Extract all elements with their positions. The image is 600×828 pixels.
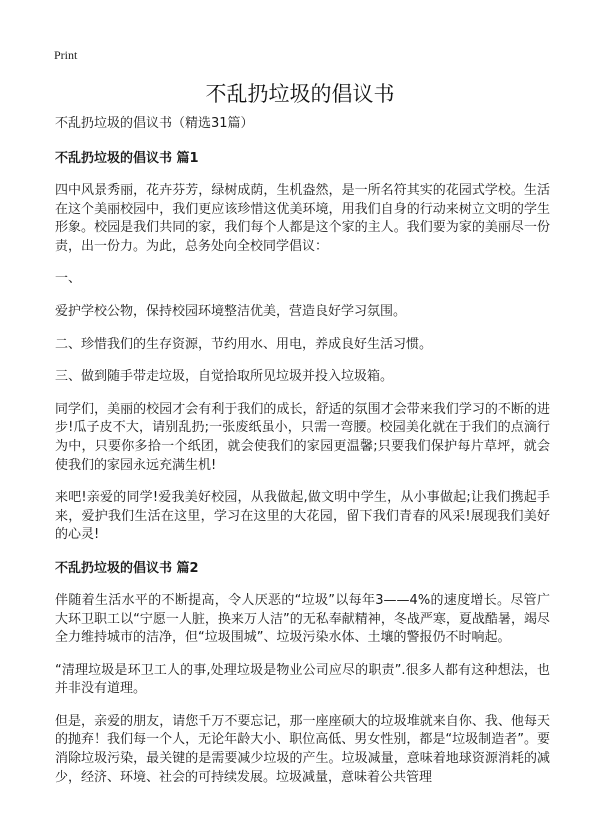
paragraph: 四中风景秀丽，花卉芬芳，绿树成荫，生机盎然，是一所名符其实的花园式学校。生活在这个美丽校园中，我们更应该珍惜这优美环境，用我们自身的行动来树立文明的学生形象。校园是我们共同的家，我们每个人都是这个家的主人。我们要为家的美丽尽一份责，出一份力。为此，总务处向全校同学倡议： — [55, 183, 550, 254]
paragraph: 三、做到随手带走垃圾，自觉拾取所见垃圾并投入垃圾箱。 — [55, 369, 394, 385]
paragraph: 爱护学校公物，保持校园环境整洁优美，营造良好学习氛围。 — [55, 303, 407, 319]
paragraph: 二、珍惜我们的生存资源，节约用水、用电，养成良好生活习惯。 — [55, 336, 433, 352]
section-1 — [55, 149, 550, 545]
paragraph: 来吧!亲爱的同学!爱我美好校园，从我做起,做文明中学生，从小事做起;让我们携起手来，爱护我们生活在这里，学习在这里的大花园，留下我们青春的风采!展现我们美好的心灵! — [55, 490, 550, 543]
paragraph: 伴随着生活水平的不断提高，令人厌恶的“垃圾”以每年3——4%的速度增长。尽管广大环卫职工以“宁愿一人脏，换来万人洁”的无私奉献精神，冬战严寒，夏战酷暑，竭尽全力维持城市的洁净，但“垃圾围城”、垃圾污染水体、土壤的警报仍不时响起。 — [55, 592, 550, 646]
section-2 — [55, 559, 550, 787]
paragraph: 一、 — [55, 271, 82, 287]
print-link[interactable]: Print — [54, 48, 78, 62]
section-heading: 不乱扔垃圾的倡议书 篇2 — [55, 560, 199, 576]
paragraph: “清理垃圾是环卫工人的事,处理垃圾是物业公司应尽的职责”.很多人都有这种想法，也并非没有道理。 — [55, 662, 550, 697]
paragraph: 同学们，美丽的校园才会有利于我们的成长，舒适的氛围才会带来我们学习的不断的进步!瓜子皮不大，请别乱扔;一张废纸虽小，只需一弯腰。校园美化就在于我们的点滴行为中，只要你多拾一个纸团，就会使我们的家园更温馨;只要我们保护每片草坪，就会使我们的家园永远充满生机! — [55, 401, 550, 473]
document-subtitle: 不乱扔垃圾的倡议书（精选31篇） — [55, 116, 254, 131]
page-title: 不乱扔垃圾的倡议书 — [205, 82, 395, 106]
document-body — [55, 114, 550, 801]
section-heading: 不乱扔垃圾的倡议书 篇1 — [55, 151, 199, 166]
paragraph: 但是，亲爱的朋友，请您千万不要忘记，那一座座硕大的垃圾堆就来自你、我、他每天的抛弃！我们每一个人，无论年龄大小、职位高低、男女性别，都是“垃圾制造者”。要消除垃圾污染，最关键的是需要减少垃圾的产生。垃圾减量，意味着地球资源消耗的减少，经济、环境、社会的可持续发展。垃圾减量，意味着公共管理 — [55, 713, 550, 785]
